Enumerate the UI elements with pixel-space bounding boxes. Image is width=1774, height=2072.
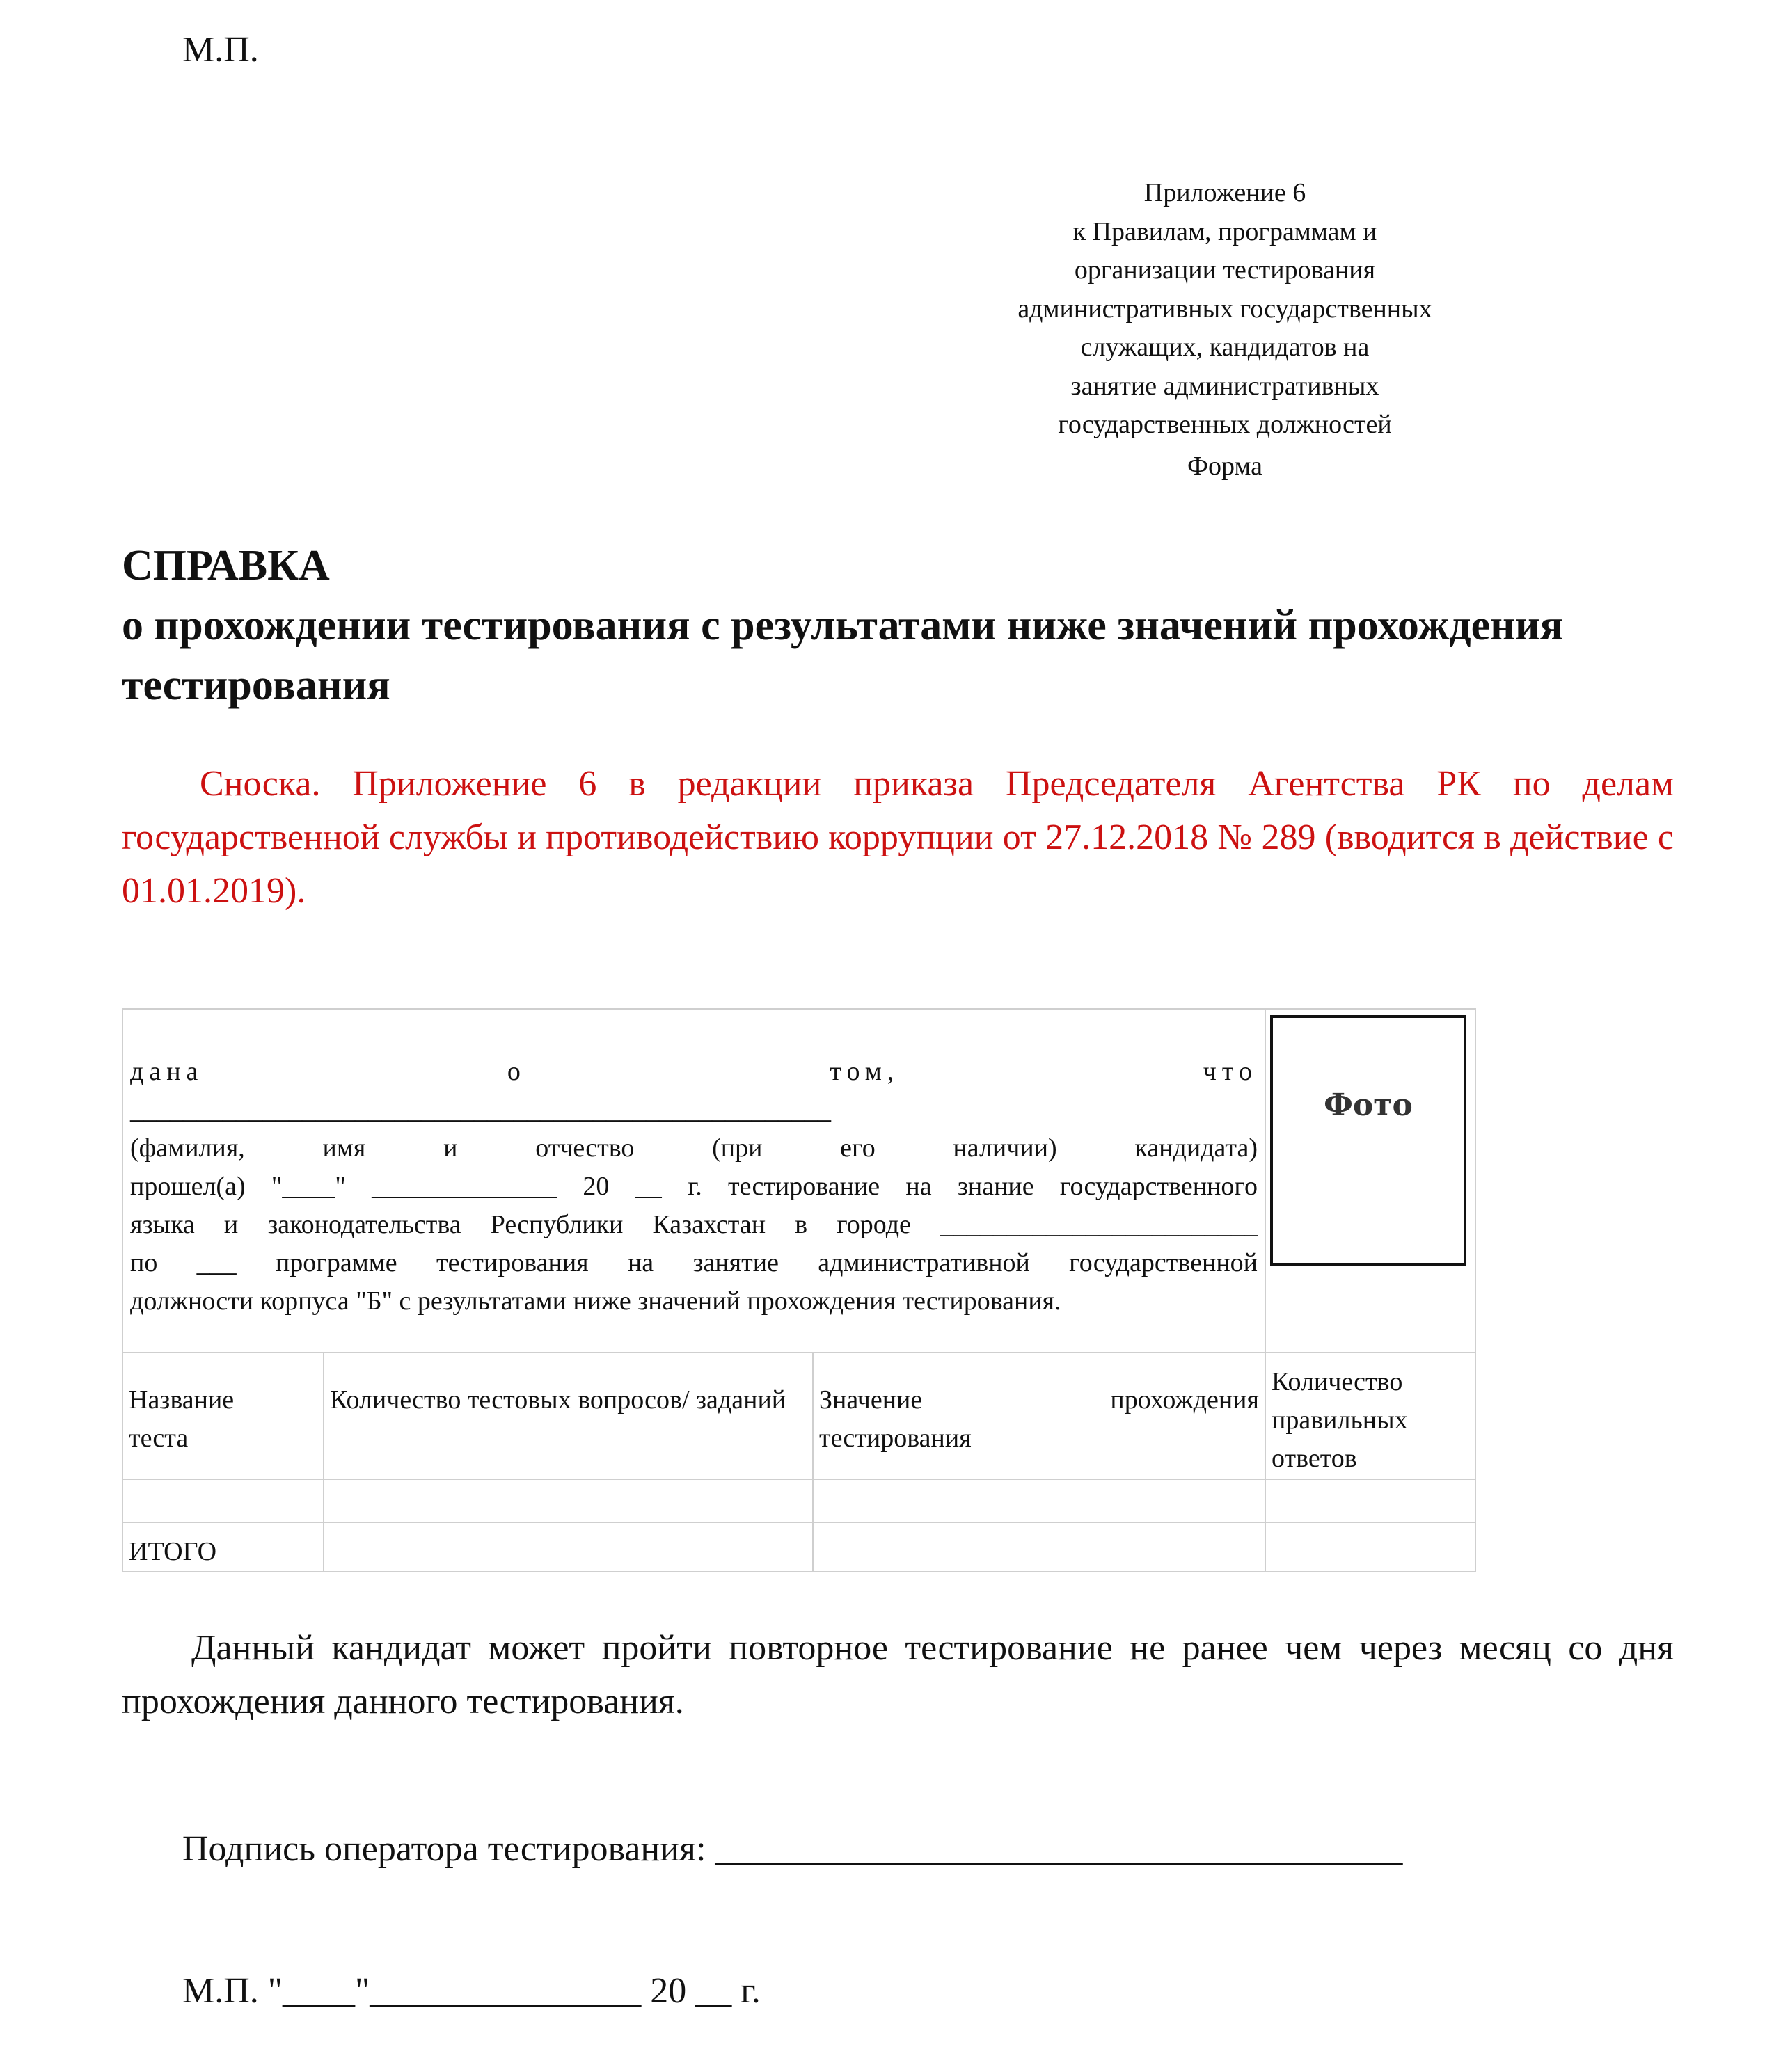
column-header-question-count — [324, 1353, 813, 1479]
position-line: должности корпуса "Б" с результатами ниже значений прохождения тестирования. — [130, 1286, 1061, 1316]
appendix-line: к Правилам, программам и — [1072, 216, 1377, 246]
certificate-body-cell — [122, 1009, 1265, 1353]
total-label: ИТОГО — [129, 1537, 217, 1566]
given-word: что — [1203, 1057, 1258, 1086]
column-header-correct-answers — [1265, 1353, 1475, 1479]
column-header-text: Название теста — [129, 1385, 235, 1453]
given-word: дана — [130, 1057, 204, 1086]
table-cell-test-name[interactable] — [122, 1479, 324, 1522]
name-hint: (фамилия, имя и отчество (при его наличии) кандидата) — [130, 1133, 1258, 1163]
stamp-date-line[interactable]: М.П. "____"_______________ 20 __ г. — [182, 1971, 761, 2011]
title-main: СПРАВКА — [122, 542, 330, 589]
appendix-line: занятие административных — [1070, 371, 1379, 401]
total-correct-answers[interactable] — [1265, 1522, 1475, 1572]
operator-signature-line[interactable]: Подпись оператора тестирования: ______________________________________ — [182, 1829, 1403, 1869]
certificate-form-table — [122, 1008, 1476, 1572]
form-label: Форма — [1187, 451, 1263, 481]
given-word: о — [507, 1057, 526, 1086]
total-question-count[interactable] — [324, 1522, 813, 1572]
title-subtitle: о прохождении тестирования с результатами ниже значений прохождения тестирования — [122, 602, 1564, 709]
photo-cell — [1265, 1009, 1475, 1353]
table-cell-passing-value[interactable] — [813, 1479, 1265, 1522]
column-header-text: Значение прохождения тестирования — [819, 1385, 1259, 1453]
column-header-text: Количество правильных ответов — [1272, 1367, 1408, 1473]
appendix-line: государственных должностей — [1058, 410, 1392, 439]
photo-label: Фото — [1324, 1087, 1413, 1123]
total-passing-value[interactable] — [813, 1522, 1265, 1572]
column-header-passing-value — [813, 1353, 1265, 1479]
footnote — [122, 757, 1674, 918]
appendix-header — [960, 174, 1489, 486]
retest-note — [122, 1621, 1674, 1728]
footnote-text: Сноска. Приложение 6 в редакции приказа Председателя Агентства РК по делам государственной службы и противодействию коррупции от 27.12.2018 № 289 (вводится в действие с 01.01.2019). — [122, 764, 1674, 911]
appendix-line: служащих, кандидатов на — [1080, 333, 1370, 362]
total-label-cell — [122, 1522, 324, 1572]
appendix-line: административных государственных — [1017, 294, 1432, 324]
column-header-test-name — [122, 1353, 324, 1479]
program-line[interactable]: по ___ программе тестирования на занятие административной государственной — [130, 1248, 1258, 1277]
appendix-line: Приложение 6 — [1143, 178, 1306, 207]
name-blank-line[interactable]: _____________________________________________________ — [130, 1095, 831, 1124]
stamp-label-top: М.П. — [182, 30, 259, 70]
retest-note-text: Данный кандидат может пройти повторное тестирование не ранее чем через месяц со дня прохождения данного тестирования. — [122, 1628, 1674, 1721]
given-word: том, — [830, 1057, 900, 1086]
table-cell-question-count[interactable] — [324, 1479, 813, 1522]
document-title — [122, 536, 1674, 715]
appendix-line: организации тестирования — [1074, 255, 1376, 285]
table-cell-correct-answers[interactable] — [1265, 1479, 1475, 1522]
given-line — [130, 1053, 1258, 1091]
city-line[interactable]: языка и законодательства Республики Казахстан в городе ________________________ — [130, 1210, 1258, 1239]
passed-date-line[interactable]: прошел(а) "____" ______________ 20 __ г. тестирование на знание государственного — [130, 1172, 1258, 1201]
photo-placeholder — [1270, 1015, 1466, 1266]
column-header-text: Количество тестовых вопросов/ заданий — [330, 1385, 786, 1414]
